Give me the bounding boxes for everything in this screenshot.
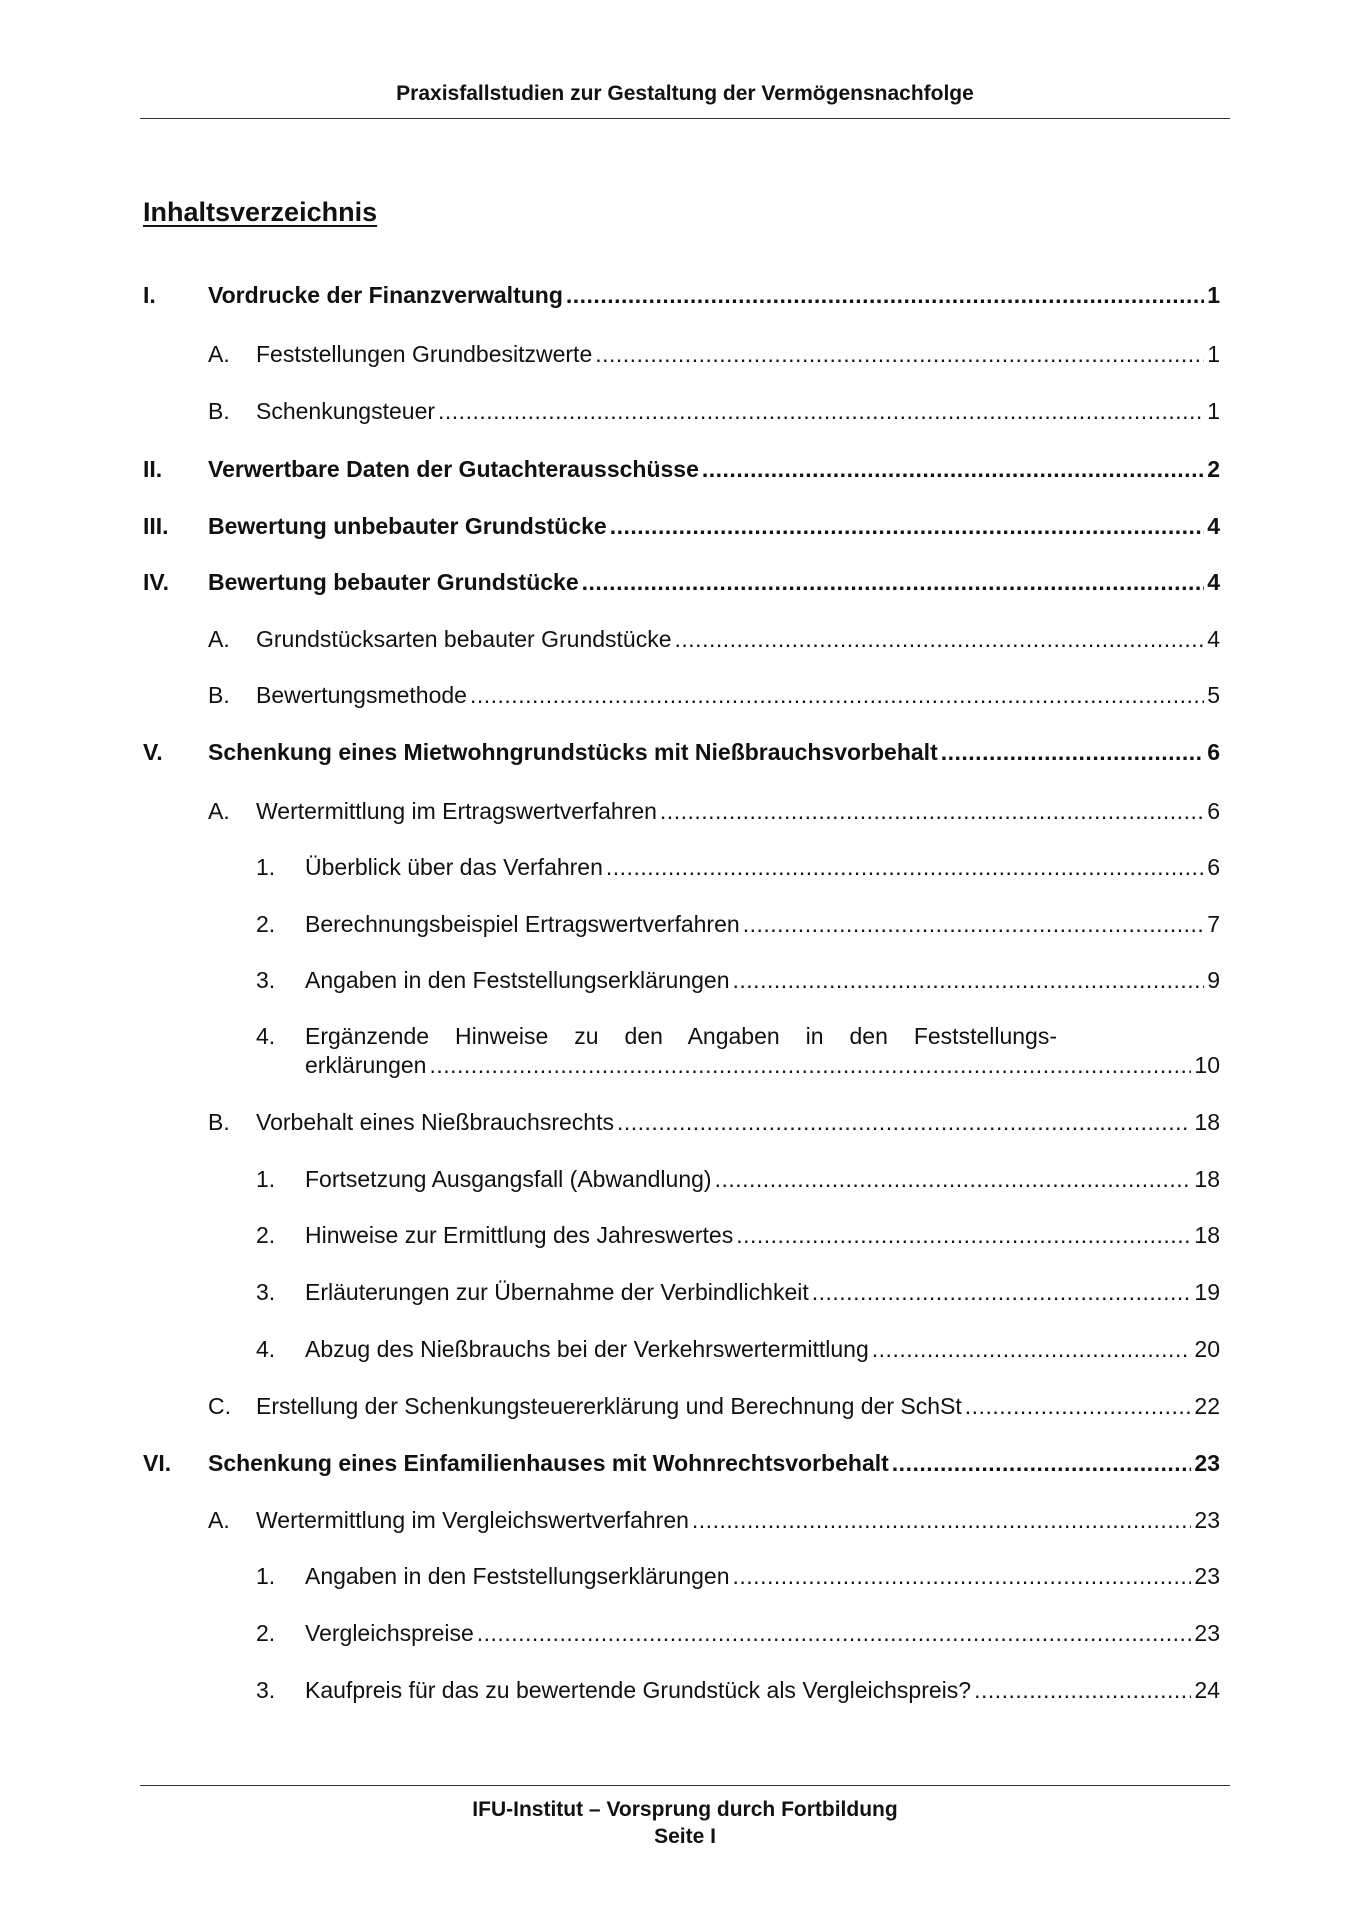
toc-heading: Inhaltsverzeichnis — [143, 197, 378, 227]
toc-entry-page: 18 — [1194, 1222, 1220, 1248]
dot-leader — [606, 853, 1204, 881]
toc-entry-page: 19 — [1194, 1279, 1220, 1305]
toc-entry-title: Abzug des Nießbrauchs bei der Verkehrswertermittlung — [305, 1336, 869, 1362]
toc-entry-page: 10 — [1194, 1052, 1220, 1078]
toc-entry-title: Hinweise zur Ermittlung des Jahreswertes — [305, 1222, 734, 1248]
toc-entry-page: 1 — [1207, 282, 1220, 308]
toc-entry-number: 3. — [256, 967, 276, 993]
toc-entry-title: Verwertbare Daten der Gutachterausschüsse — [208, 456, 699, 482]
toc-entry-page: 5 — [1207, 682, 1220, 708]
toc-entry-title: Bewertung bebauter Grundstücke — [208, 569, 579, 595]
toc-entry-title: Angaben in den Feststellungserklärungen — [305, 967, 730, 993]
toc-entry-number: B. — [208, 398, 230, 424]
toc-entry-page: 4 — [1207, 626, 1220, 652]
toc-entry-title: Überblick über das Verfahren — [305, 854, 603, 880]
dot-leader — [610, 512, 1204, 540]
toc-entry-number: 2. — [256, 911, 276, 937]
toc-entry-page: 18 — [1194, 1109, 1220, 1135]
dot-leader — [438, 397, 1204, 425]
toc-entry-title: Vordrucke der Finanzverwaltung — [208, 282, 563, 308]
toc-entry-title: Bewertungsmethode — [256, 682, 467, 708]
toc-entry-number: III. — [143, 513, 169, 539]
dot-leader — [566, 281, 1204, 309]
toc-entry-title: Bewertung unbebauter Grundstücke — [208, 513, 607, 539]
toc-entry-title: Kaufpreis für das zu bewertende Grundstück als Vergleichspreis? — [305, 1677, 972, 1703]
dot-leader — [675, 625, 1205, 653]
toc-entry-number: B. — [208, 1109, 230, 1135]
dot-leader — [715, 1165, 1192, 1193]
dot-leader — [477, 1619, 1192, 1647]
toc-entry-page: 23 — [1194, 1620, 1220, 1646]
dot-leader — [702, 455, 1204, 483]
running-header: Praxisfallstudien zur Gestaltung der Vermögensnachfolge — [396, 82, 974, 105]
toc-entry-page: 6 — [1207, 798, 1220, 824]
toc-entry-number: A. — [208, 341, 230, 367]
dot-leader — [941, 738, 1204, 766]
dot-leader — [429, 1051, 1191, 1079]
toc-entry-number: C. — [208, 1393, 231, 1419]
toc-entry-title: Erläuterungen zur Übernahme der Verbindlichkeit — [305, 1279, 809, 1305]
toc-entry-title: Wertermittlung im Vergleichswertverfahren — [256, 1507, 689, 1533]
toc-entry-page: 1 — [1207, 398, 1220, 424]
toc-entry-title: Ergänzende Hinweise zu den Angaben in den Feststellungs- — [305, 1023, 1057, 1049]
dot-leader — [733, 1562, 1192, 1590]
toc-entry-number: A. — [208, 1507, 230, 1533]
toc-entry-page: 7 — [1207, 911, 1220, 937]
dot-leader — [470, 681, 1204, 709]
dot-leader — [660, 797, 1204, 825]
toc-entry-title: Fortsetzung Ausgangsfall (Abwandlung) — [305, 1166, 712, 1192]
footer-rule — [140, 1785, 1230, 1786]
toc-entry-page: 4 — [1207, 569, 1220, 595]
toc-entry-page: 6 — [1207, 739, 1220, 765]
toc-entry-page: 23 — [1194, 1450, 1220, 1476]
toc-entry-number: 1. — [256, 1563, 276, 1589]
toc-entry-title: Schenkungsteuer — [256, 398, 436, 424]
dot-leader — [974, 1676, 1191, 1704]
toc-entry-number: I. — [143, 282, 156, 308]
toc-entry-title: Schenkung eines Mietwohngrundstücks mit Nießbrauchsvorbehalt — [208, 739, 938, 765]
footer-page-number: Seite I — [654, 1825, 716, 1848]
toc-entry-title: Angaben in den Feststellungserklärungen — [305, 1563, 730, 1589]
dot-leader — [692, 1506, 1192, 1534]
toc-entry-number: 3. — [256, 1279, 276, 1305]
toc-entry-page: 4 — [1207, 513, 1220, 539]
footer-organization: IFU-Institut – Vorsprung durch Fortbildung — [472, 1798, 898, 1821]
toc-entry-number: 1. — [256, 854, 276, 880]
toc-entry-number: A. — [208, 798, 230, 824]
toc-entry-page: 20 — [1194, 1336, 1220, 1362]
toc-entry-title: Erstellung der Schenkungsteuererklärung und Berechnung der SchSt — [256, 1393, 962, 1419]
dot-leader — [733, 966, 1205, 994]
toc-entry-number: 2. — [256, 1222, 276, 1248]
dot-leader — [582, 568, 1205, 596]
dot-leader — [595, 340, 1204, 368]
toc-entry-page: 2 — [1207, 456, 1220, 482]
toc-entry-title: Vergleichspreise — [305, 1620, 474, 1646]
toc-entry-title: Feststellungen Grundbesitzwerte — [256, 341, 593, 367]
toc-entry-page: 22 — [1194, 1393, 1220, 1419]
toc-entry-number: B. — [208, 682, 230, 708]
dot-leader — [617, 1108, 1191, 1136]
toc-entry-title: Grundstücksarten bebauter Grundstücke — [256, 626, 672, 652]
dot-leader — [736, 1221, 1191, 1249]
toc-entry-page: 9 — [1207, 967, 1220, 993]
toc-entry-page: 23 — [1194, 1563, 1220, 1589]
toc-entry-number: 2. — [256, 1620, 276, 1646]
toc-entry-number: A. — [208, 626, 230, 652]
toc-entry-page: 18 — [1194, 1166, 1220, 1192]
toc-entry-number: 1. — [256, 1166, 276, 1192]
toc-entry-page: 6 — [1207, 854, 1220, 880]
dot-leader — [965, 1392, 1192, 1420]
dot-leader — [872, 1335, 1192, 1363]
toc-entry-number: V. — [143, 739, 163, 765]
toc-entry-number: II. — [143, 456, 163, 482]
toc-entry-number: VI. — [143, 1450, 172, 1476]
toc-entry-title: Vorbehalt eines Nießbrauchsrechts — [256, 1109, 614, 1135]
toc-entry-page: 1 — [1207, 341, 1220, 367]
toc-entry-number: IV. — [143, 569, 170, 595]
toc-entry-page: 24 — [1194, 1677, 1220, 1703]
dot-leader — [743, 910, 1205, 938]
toc-entry-title: Wertermittlung im Ertragswertverfahren — [256, 798, 657, 824]
toc-entry-title: Berechnungsbeispiel Ertragswertverfahren — [305, 911, 740, 937]
toc-entry-page: 23 — [1194, 1507, 1220, 1533]
toc-entry-title-continued: erklärungen — [305, 1052, 427, 1078]
toc-entry-number: 4. — [256, 1336, 276, 1362]
toc-entry-number: 4. — [256, 1023, 276, 1049]
dot-leader — [812, 1278, 1192, 1306]
toc-entry-number: 3. — [256, 1677, 276, 1703]
toc-entry-title: Schenkung eines Einfamilienhauses mit Wohnrechtsvorbehalt — [208, 1450, 889, 1476]
dot-leader — [892, 1449, 1192, 1477]
